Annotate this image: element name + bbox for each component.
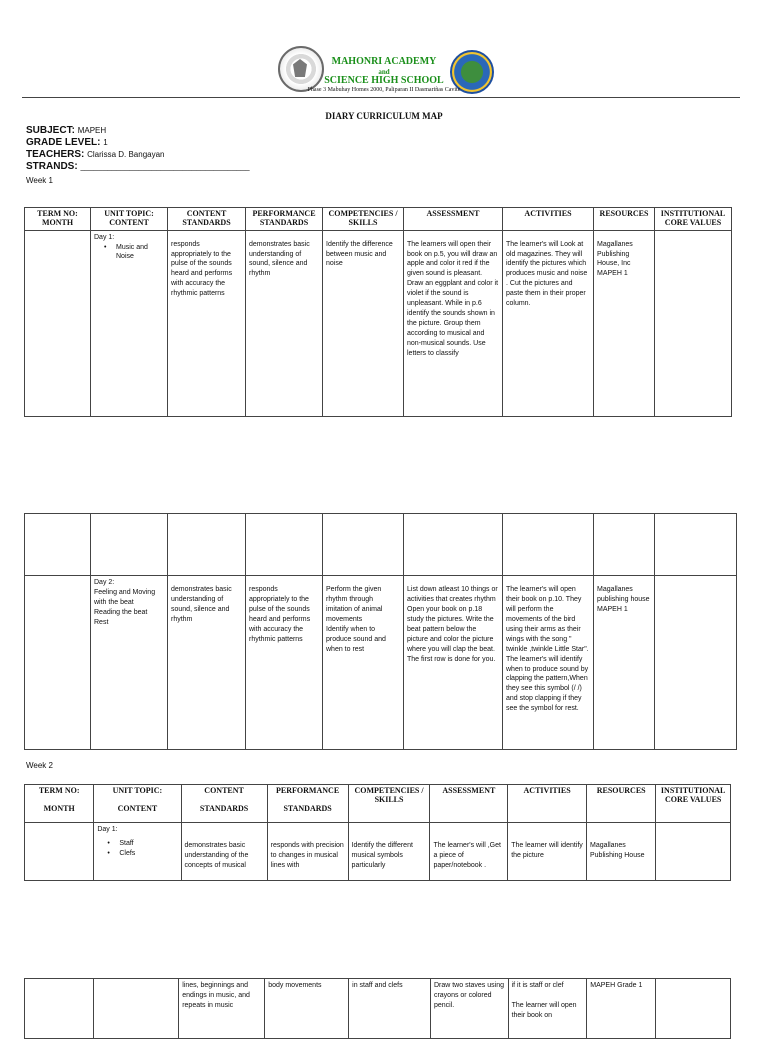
blank-cell <box>25 514 91 576</box>
performance-standards-cell: demonstrates basic understanding of sound, silence and rhythm <box>246 230 323 416</box>
blank-cell <box>404 514 503 576</box>
col-performance-standards: PERFORMANCE STANDARDS <box>267 785 348 823</box>
term-cell <box>25 576 91 750</box>
teachers-value: Clarissa D. Bangayan <box>87 150 165 159</box>
performance-standards-cell: body movements <box>265 979 349 1039</box>
topic-cell: Day 2: Feeling and Moving with the beat Reading the beat Rest <box>91 576 168 750</box>
col-assessment: ASSESSMENT <box>430 785 508 823</box>
col-resources: RESOURCES <box>594 208 655 231</box>
table-row <box>25 979 731 1039</box>
week2-table <box>24 784 731 881</box>
competencies-cell: Identify the difference between music and noise <box>323 230 404 416</box>
competencies-cell: Perform the given rhythm through imitation of animal movements Identify when to produce sound and when to rest <box>323 576 404 750</box>
teachers-label: TEACHERS: <box>26 149 85 160</box>
col-performance-standards: PERFORMANCE STANDARDS <box>246 208 323 231</box>
col-competencies: COMPETENCIES / SKILLS <box>348 785 430 823</box>
col-content-standards: CONTENT STANDARDS <box>168 208 246 231</box>
assessment-cell: Draw two staves using crayons or colored pencil. <box>430 979 508 1039</box>
assessment-cell: The learners will open their book on p.5, you will draw an apple and color it red if the given sound is pleasant. Draw an eggplant and color it violet if the sound is unpleasant. While in p.6 identify the sounds shown in the picture. Group them according to musical and non-musical sounds. Use letters to classify <box>404 230 503 416</box>
school-name-line1: MAHONRI ACADEMY <box>331 56 437 67</box>
topic-item: • Clefs <box>97 849 177 859</box>
blank-cell <box>168 514 246 576</box>
performance-standards-cell: responds with precision to changes in musical lines with <box>267 823 348 881</box>
day-label: Day 1: <box>97 826 118 833</box>
strands-line <box>26 161 250 172</box>
col-core-values: INSTITUTIONAL CORE VALUES <box>655 208 732 231</box>
col-term: TERM NO: MONTH <box>25 785 94 823</box>
strands-blank: ______________________________________ <box>80 162 250 171</box>
school-name-line3: SCIENCE HIGH SCHOOL <box>324 75 444 86</box>
topic-cell <box>94 823 181 881</box>
term-cell <box>25 979 94 1039</box>
content-standards-cell: lines, beginnings and endings in music, and repeats in music <box>179 979 265 1039</box>
competencies-cell: in staff and clefs <box>349 979 431 1039</box>
col-activities: ACTIVITIES <box>503 208 594 231</box>
table-header-row <box>25 785 731 823</box>
term-cell <box>25 230 91 416</box>
core-values-cell <box>655 230 732 416</box>
table-header-row <box>25 208 732 231</box>
week1-table-day1 <box>24 207 732 417</box>
school-seal-icon <box>278 46 324 92</box>
core-values-cell <box>656 979 731 1039</box>
col-activities: ACTIVITIES <box>508 785 587 823</box>
col-resources: RESOURCES <box>587 785 656 823</box>
resources-cell: Magallanes Publishing House, Inc MAPEH 1 <box>594 230 655 416</box>
core-values-cell <box>656 823 731 881</box>
activities-cell: if it is staff or clef The learner will open their book on <box>508 979 587 1039</box>
resources-cell: MAPEH Grade 1 <box>587 979 656 1039</box>
topic-cell <box>94 979 179 1039</box>
table-row-blank <box>25 514 737 576</box>
strands-label: STRANDS: <box>26 161 78 172</box>
topic-item: • Music and Noise <box>94 243 164 263</box>
topic-item: • Staff <box>97 839 177 849</box>
subject-value: MAPEH <box>77 126 107 135</box>
col-content-standards: CONTENT STANDARDS <box>181 785 267 823</box>
school-name-line2: and <box>378 68 390 76</box>
teachers-line <box>26 149 165 160</box>
competencies-cell: Identify the different musical symbols particularly <box>348 823 430 881</box>
topic-cell <box>91 230 168 416</box>
blank-cell <box>91 514 168 576</box>
week1-label: Week 1 <box>26 176 53 185</box>
grade-line <box>26 137 108 148</box>
col-assessment: ASSESSMENT <box>404 208 503 231</box>
grade-value: 1 <box>103 138 108 147</box>
blank-cell <box>594 514 655 576</box>
blank-cell <box>246 514 323 576</box>
performance-standards-cell: responds appropriately to the pulse of the sounds heard and performs with accuracy the rhythmic patterns <box>246 576 323 750</box>
content-standards-cell: responds appropriately to the pulse of the sounds heard and performs with accuracy the rhythmic patterns <box>168 230 246 416</box>
header-divider <box>22 97 740 98</box>
col-competencies: COMPETENCIES / SKILLS <box>323 208 404 231</box>
col-core-values: INSTITUTIONAL CORE VALUES <box>656 785 731 823</box>
activities-cell: The learner's will open their book on p.10. They will perform the movements of the bird using their arms as their wings with the song " twinkle ,twinkle Little Star". The learner's will identify when to produce sound by clapping the pattern,When they see this symbol (/ /) and stop clapping if they see the symbol for rest. <box>503 576 594 750</box>
activities-cell: The learner's will Look at old magazines. They will identify the pictures which produces music and noise . Cut the pictures and paste them in their proper column. <box>503 230 594 416</box>
col-topic: UNIT TOPIC: CONTENT <box>94 785 181 823</box>
content-standards-cell: demonstrates basic understanding of sound, silence and rhythm <box>168 576 246 750</box>
resources-cell: Magallanes Publishing House <box>587 823 656 881</box>
grade-label: GRADE LEVEL: <box>26 137 101 148</box>
table-row <box>25 230 732 416</box>
resources-cell: Magallanes publishing house MAPEH 1 <box>594 576 655 750</box>
term-cell <box>25 823 94 881</box>
core-values-cell <box>655 576 737 750</box>
assessment-cell: List down atleast 10 things or activities that creates rhythm Open your book on p.18 study the pictures. Write the beat pattern below the picture and color the picture where you will clap the beat. The first row is done for you. <box>404 576 503 750</box>
school-address: Phase 3 Mabuhay Homes 2000, Paliparan II Dasmariñas Cavite <box>307 87 461 93</box>
week2-label: Week 2 <box>26 761 53 770</box>
week2-table-cont <box>24 978 731 1039</box>
table-row <box>25 823 731 881</box>
document-title: DIARY CURRICULUM MAP <box>325 111 443 121</box>
subject-line <box>26 125 106 136</box>
blank-cell <box>503 514 594 576</box>
col-topic: UNIT TOPIC: CONTENT <box>91 208 168 231</box>
assessment-cell: The learner's will ,Get a piece of paper/notebook . <box>430 823 508 881</box>
blank-cell <box>655 514 737 576</box>
activities-cell: The learner will identify the picture <box>508 823 587 881</box>
subject-label: SUBJECT: <box>26 125 75 136</box>
content-standards-cell: demonstrates basic understanding of the concepts of musical <box>181 823 267 881</box>
col-term: TERM NO: MONTH <box>25 208 91 231</box>
table-row <box>25 576 737 750</box>
blank-cell <box>323 514 404 576</box>
day-label: Day 1: <box>94 233 115 241</box>
week1-table-day2 <box>24 513 737 750</box>
